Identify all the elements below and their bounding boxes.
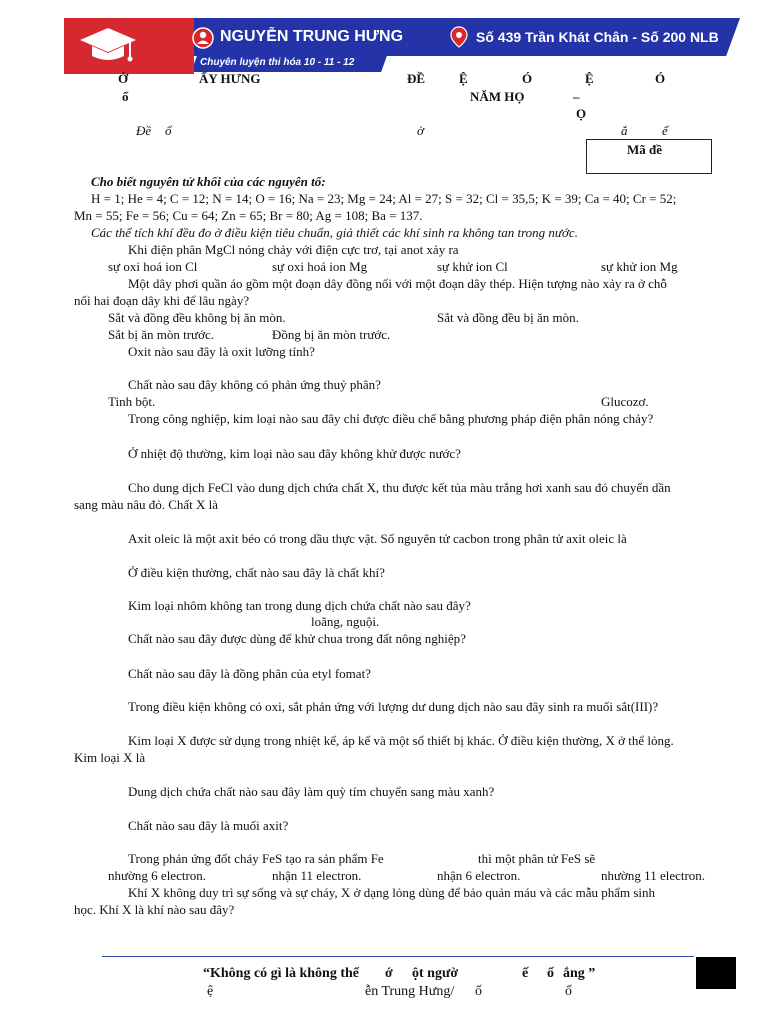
question-text: Oxit nào sau đây là oxit lưỡng tính? bbox=[128, 344, 315, 359]
question-text: Axit oleic là một axit béo có trong dầu thực vật. Số nguyên tử cacbon trong phân tử axit oleic là bbox=[128, 531, 627, 546]
title-frag: ĐỀ bbox=[407, 71, 426, 86]
atomic-mass-line: H = 1; He = 4; C = 12; N = 14; O = 16; Na = 23; Mg = 24; Al = 27; S = 32; Cl = 35,5; K = 39; Ca = 40; Cr = 52; bbox=[91, 191, 677, 206]
center-address: Số 439 Trần Khát Chân - Số 200 NLB bbox=[476, 29, 719, 45]
question-text: Kim loại X là bbox=[74, 750, 146, 765]
question-text: Chất nào sau đây là đồng phân của etyl fomat? bbox=[128, 666, 371, 681]
question-text: học. Khí X là khí nào sau đây? bbox=[74, 902, 235, 917]
option-text: loãng, nguội. bbox=[311, 614, 380, 629]
option-text: nhận 6 electron. bbox=[437, 868, 521, 883]
question-text: thì một phân tử FeS sẽ bbox=[478, 851, 596, 866]
question-text: Kim loại nhôm không tan trong dung dịch chứa chất nào sau đây? bbox=[128, 598, 471, 613]
footer-quote: “Không có gì là không thể bbox=[203, 966, 359, 981]
footer-sign-frag: ố bbox=[475, 984, 482, 999]
title-frag: Ọ bbox=[576, 106, 587, 121]
title-frag: ố bbox=[122, 89, 129, 104]
option-text: Sắt và đồng đều bị ăn mòn. bbox=[437, 310, 579, 325]
question-text: Dung dịch chứa chất nào sau đây làm quỳ tím chuyển sang màu xanh? bbox=[128, 784, 495, 799]
option-text: nhường 6 electron. bbox=[108, 868, 207, 883]
question-text: Ở điều kiện thường, chất nào sau đây là chất khí? bbox=[128, 565, 385, 580]
footer-sign-frag: ố bbox=[565, 984, 572, 999]
option-text: Sắt bị ăn mòn trước. bbox=[108, 327, 214, 342]
question-text: Trong công nghiệp, kim loại nào sau đây chỉ được điều chế bằng phương pháp điện phân nóng chảy? bbox=[128, 411, 654, 426]
question-text: Khi điện phân MgCl nóng chảy với điện cực trơ, tại anot xảy ra bbox=[128, 242, 459, 257]
footer-quote-frag: ớ bbox=[385, 966, 393, 981]
footer-divider bbox=[102, 956, 694, 957]
atomic-mass-line: Mn = 55; Fe = 56; Cu = 64; Zn = 65; Br = 80; Ag = 108; Ba = 137. bbox=[74, 208, 423, 223]
question-text: Trong phản ứng đốt cháy FeS tạo ra sản phẩm Fe bbox=[128, 851, 384, 866]
title-frag: Ó bbox=[655, 71, 666, 86]
title-frag: ổ bbox=[165, 123, 172, 138]
header-banner bbox=[64, 18, 740, 74]
person-icon bbox=[192, 27, 214, 49]
question-text: Kim loại X được sử dụng trong nhiệt kế, áp kế và một số thiết bị khác. Ở điều kiện thường, X ở thể lỏng. bbox=[128, 733, 674, 748]
option-text: Sắt và đồng đều không bị ăn mòn. bbox=[108, 310, 286, 325]
footer-quote-frag: ế bbox=[522, 966, 529, 981]
title-frag: ắ bbox=[621, 123, 628, 138]
question-text: sang màu nâu đỏ. Chất X là bbox=[74, 497, 219, 512]
question-text: Trong điều kiện không có oxi, sắt phản ứng với lượng dư dung dịch nào sau đây sinh ra muối sắt(III)? bbox=[128, 699, 659, 714]
exam-code-label: Mã đề bbox=[627, 142, 663, 157]
question-text: Ở nhiệt độ thường, kim loại nào sau đây không khử được nước? bbox=[128, 446, 461, 461]
option-text: sự khử ion Cl bbox=[437, 259, 508, 274]
option-text: Glucozơ. bbox=[601, 394, 649, 409]
question-text: Chất nào sau đây không có phản ứng thuỷ phân? bbox=[128, 377, 381, 392]
title-frag: Ệ bbox=[585, 71, 594, 86]
atomic-mass-title: Cho biết nguyên tử khối của các nguyên tố: bbox=[91, 174, 326, 189]
question-text: Một dây phơi quần áo gồm một đoạn dây đồng nối với một đoạn dây thép. Hiện tượng nào xảy ra ở chỗ bbox=[128, 276, 667, 291]
question-text: Chất nào sau đây được dùng để khử chua trong đất nông nghiệp? bbox=[128, 631, 466, 646]
title-frag: ẤY HƯNG bbox=[199, 71, 261, 86]
option-text: nhận 11 electron. bbox=[272, 868, 362, 883]
exam-code-box bbox=[586, 139, 712, 174]
footer-sign-frag: ệ bbox=[207, 984, 214, 999]
footer-signature: ễn Trung Hưng/ bbox=[365, 984, 455, 999]
title-frag: ể bbox=[662, 123, 668, 138]
footer-quote-frag: ố bbox=[547, 966, 554, 981]
question-text: Cho dung dịch FeCl vào dung dịch chứa chất X, thu được kết tủa màu trắng hơi xanh sau đó chuyển dần bbox=[128, 480, 671, 495]
banner-logo-block bbox=[64, 18, 194, 74]
title-frag: Đề bbox=[136, 123, 152, 138]
option-text: nhường 11 electron. bbox=[601, 868, 706, 883]
option-text: sự khử ion Mg bbox=[601, 259, 678, 274]
question-text: Chất nào sau đây là muối axit? bbox=[128, 818, 289, 833]
option-text: Tinh bột. bbox=[108, 394, 156, 409]
question-text: Khí X không duy trì sự sống và sự cháy, X ở dạng lỏng dùng để bảo quản máu và các mẫu phẩm sinh bbox=[128, 885, 656, 900]
option-text: Đồng bị ăn mòn trước. bbox=[272, 327, 391, 342]
option-text: sự oxi hoá ion Cl bbox=[108, 259, 198, 274]
title-frag: Ở bbox=[118, 71, 129, 86]
footer-quote-frag: ắng ” bbox=[563, 966, 596, 981]
location-pin-icon bbox=[450, 26, 468, 48]
title-frag: – bbox=[573, 89, 580, 104]
graduation-cap-icon bbox=[78, 24, 138, 68]
conditions-note: Các thể tích khí đều đo ở điều kiện tiêu chuẩn, giả thiết các khí sinh ra không tan trong nước. bbox=[91, 225, 578, 240]
teacher-name: NGUYỄN TRUNG HƯNG bbox=[220, 28, 404, 45]
question-text: nối hai đoạn dây khi để lâu ngày? bbox=[74, 293, 250, 308]
footer-page-marker bbox=[696, 957, 736, 989]
footer-quote-frag: ột ngườ bbox=[412, 966, 459, 981]
tagline: Chuyên luyện thi hóa 10 - 11 - 12 bbox=[200, 57, 355, 68]
title-frag: NĂM HỌ bbox=[470, 89, 525, 104]
option-text: sự oxi hoá ion Mg bbox=[272, 259, 368, 274]
title-frag: Ệ bbox=[459, 71, 468, 86]
title-frag: ờ bbox=[417, 123, 424, 138]
title-frag: Ó bbox=[522, 71, 533, 86]
